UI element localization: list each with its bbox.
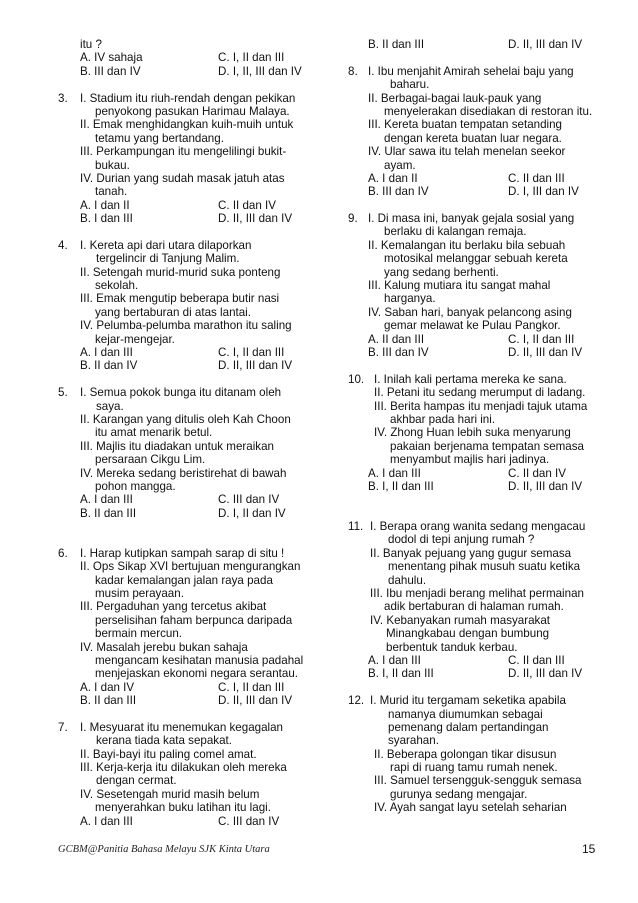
answer-option: C. II dan III [508,171,565,185]
answer-option: A. I dan III [368,466,421,480]
statement-line: sekolah. [95,279,139,293]
statement-line: IV. Kebanyakan rumah masyarakat [370,613,551,627]
statement-line: IV. Mereka sedang beristirehat di bawah [80,466,287,480]
answer-option: D. II, III dan IV [508,667,583,681]
statement-line: IV. Ayah sangat layu setelah seharian [374,801,567,815]
answer-option: C. III dan IV [218,493,280,507]
statement-line: perselisihan faham berpunca daripada [95,613,293,627]
statement-line: yang sedang berhenti. [384,265,499,279]
statement-line: I. Berapa orang wanita sedang mengacau [370,520,586,534]
statement-line: berlaku di kalangan remaja. [384,225,527,239]
answer-option: D. II, III dan IV [508,38,583,51]
answer-option: C. I, II dan III [508,332,575,346]
answer-options-row [58,51,316,64]
statement-line: III. Berita hampas itu menjadi tajuk utama [374,399,588,413]
statement-line: kerana tiada kata sepakat. [96,734,232,748]
statement-line: II. Emak menghidangkan kuih-muih untuk [80,118,294,132]
page-number: 15 [582,842,596,856]
statement-line: I. Ibu menjahit Amirah sehelai baju yang [368,64,574,78]
answer-options-row [58,493,316,506]
right-column [348,38,598,815]
question-number: 7. [58,720,68,734]
statement-line: I. Harap kutipkan sampah sarap di situ ! [80,546,285,560]
statement-line: penyokong pasukan Harimau Malaya. [95,104,290,118]
answer-option: C. II dan III [508,653,565,667]
statement-line: dahulu. [388,573,427,587]
answer-option: C. II dan IV [218,198,276,212]
statement-line: I. Mesyuarat itu menemukan kegagalan [80,720,284,734]
statement-line: IV. Masalah jerebu bukan sahaja [80,640,248,654]
footer-credit: GCBM@Panitia Bahasa Melayu SJK Kinta Utara [58,844,270,855]
statement-line: pemenang dalam pertandingan [388,720,549,734]
answer-options-row [348,480,598,493]
statement-line: tetamu yang bertandang. [95,131,224,145]
answer-option: C. I, II dan III [218,680,285,694]
answer-options-row [58,199,316,212]
statement-line: II. Petani itu sedang merumput di ladang. [374,386,586,400]
statement-line: gurunya sedang mengajar. [390,787,528,801]
answer-options-row [58,694,316,707]
answer-options-row [348,333,598,346]
answer-options-row [348,38,598,51]
answer-option: D. I, II, III dan IV [218,64,302,78]
answer-option: A. I dan III [80,814,133,828]
answer-option: B. II dan III [368,38,425,51]
statement-line: musim perayaan. [95,587,184,601]
answer-option: A. I dan IV [80,680,135,694]
question [348,520,598,681]
answer-options-row [58,346,316,359]
statement-line: III. Kereta buatan tempatan setanding [368,118,563,132]
statement-line: tanah. [95,185,128,199]
answer-options-row [58,65,316,78]
question-number: 11. [348,520,364,534]
question [348,373,598,494]
statement-line: mengancam kesihatan manusia padahal [95,653,304,667]
answer-options-row [58,507,316,520]
answer-option: C. I, II dan III [218,51,285,65]
answer-option: B. II dan IV [80,359,138,373]
statement-line: baharu. [390,78,430,92]
statement-line: tergelincir di Tanjung Malim. [96,252,240,266]
statement-line: II. Beberapa golongan tikar disusun [374,747,557,761]
statement-line: III. Majlis itu diadakan untuk meraikan [80,439,274,453]
statement-line: motosikal melanggar sebuah kereta [384,252,568,266]
question [348,38,598,51]
question-number: 3. [58,91,68,105]
answer-option: C. II dan IV [508,466,566,480]
statement-line: pohon mangga. [95,479,176,493]
statement-line: menyelerakan disediakan di restoran itu. [384,104,593,118]
statement-line: I. Stadium itu riuh-rendah dengan pekikan [80,91,296,105]
answer-option: D. I, III dan IV [508,185,579,199]
statement-line: II. Kemalangan itu berlaku bila sebuah [368,238,566,252]
statement-line: II. Bayi-bayi itu paling comel amat. [80,747,257,761]
statement-line: dengan kereta buatan luar negara. [384,131,562,145]
statement-line: Minangkabau dengan bumbung [386,627,550,641]
statement-line: bukau. [95,158,130,172]
answer-options-row [58,681,316,694]
statement-line: I. Di masa ini, banyak gejala sosial yang [368,212,575,226]
answer-options-row [348,172,598,185]
statement-line: dengan cermat. [96,774,177,788]
answer-option: A. I dan II [368,171,418,185]
question-number: 8. [348,64,358,78]
answer-options-row [348,185,598,198]
statement-line: rapi di ruang tamu rumah nenek. [390,761,558,775]
statement-line: III. Samuel tersengguk-sengguk semasa [374,774,582,788]
statement-line: I. Murid itu tergamam seketika apabila [370,694,566,708]
answer-options-row [58,212,316,225]
statement-line: II. Berbagai-bagai lauk-pauk yang [368,91,542,105]
answer-option: C. III dan IV [218,814,280,828]
answer-options-row [58,815,316,828]
statement-line: persaraan Cikgu Lim. [95,453,206,467]
statement-line: menjejaskan ekonomi negara serantau. [95,667,299,681]
statement-line: menyambut majlis hari jadinya. [390,453,550,467]
answer-option: C. I, II dan III [218,345,285,359]
statement-line: menentang pihak musuh suatu ketika [388,560,581,574]
answer-option: D. II, III dan IV [508,345,583,359]
answer-option: B. III dan IV [368,345,429,359]
question-number: 6. [58,546,68,560]
answer-option: B. I, II dan III [368,479,434,493]
question [58,721,316,828]
answer-option: A. I dan III [80,345,133,359]
question [58,239,316,373]
statement-line: II. Karangan yang ditulis oleh Kah Choon [80,412,291,426]
statement-line: IV. Saban hari, banyak pelancong asing [368,305,572,319]
answer-option: A. I dan III [368,653,421,667]
statement-line: II. Ops Sikap XVI bertujuan mengurangkan [80,560,301,574]
statement-line: akhbar pada hari ini. [390,412,496,426]
answer-option: D. II, III dan IV [508,479,583,493]
question [58,386,316,520]
answer-options-row [348,346,598,359]
question [58,547,316,708]
statement-line: menyerahkan buku latihan itu lagi. [95,801,271,815]
question [58,92,316,226]
answer-option: B. III dan IV [80,64,141,78]
statement-line: IV. Ular sawa itu telah menelan seekor [368,145,566,159]
statement-line: IV. Pelumba-pelumba marathon itu saling [80,319,292,333]
statement-line: III. Emak mengutip beberapa butir nasi [80,292,280,306]
statement-line: II. Banyak pejuang yang gugur semasa [370,546,572,560]
left-column [58,38,316,828]
statement-line: ayam. [384,158,416,172]
answer-option: B. I, II dan III [368,667,434,681]
question [348,212,598,359]
statement-line: II. Setengah murid-murid suka ponteng [80,265,281,279]
statement-line: IV. Sesetengah murid masih belum [80,787,260,801]
statement-line: gemar melawat ke Pulau Pangkor. [384,319,561,333]
statement-line: IV. Zhong Huan lebih suka menyarung [374,426,571,440]
statement-line: berbentuk tanduk kerbau. [386,640,518,654]
statement-line: III. Kerja-kerja itu dilakukan oleh mereka [80,761,287,775]
statement-line: III. Perkampungan itu mengelilingi bukit- [80,145,287,159]
statement-line: itu ? [80,38,102,51]
answer-option: D. II, III dan IV [218,212,293,226]
answer-option: B. III dan IV [368,185,429,199]
question-number: 10. [348,372,365,386]
statement-line: adik bertaburan di halaman rumah. [384,600,564,614]
statement-line: itu amat menarik betul. [95,426,213,440]
statement-line: dodol di tepi anjung rumah ? [388,533,535,547]
statement-line: yang bertaburan di atas lantai. [95,305,251,319]
answer-option: A. I dan II [80,198,130,212]
question-number: 5. [58,386,68,400]
answer-options-row [58,359,316,372]
statement-line: kadar kemalangan jalan raya pada [95,573,273,587]
question-number: 12. [348,694,365,708]
answer-option: A. I dan III [80,493,133,507]
statement-line: namanya diumumkan sebagai [388,707,543,721]
answer-option: B. I dan III [80,212,133,226]
answer-option: B. II dan III [80,694,137,708]
answer-option: B. II dan III [80,506,137,520]
question-number: 4. [58,238,68,252]
statement-line: pakaian berjenama tempatan semasa [390,439,584,453]
answer-options-row [348,654,598,667]
statement-line: III. Pergaduhan yang tercetus akibat [80,600,267,614]
statement-line: syarahan. [388,734,439,748]
statement-line: harganya. [384,292,436,306]
answer-options-row [348,667,598,680]
question [58,38,316,78]
statement-line: saya. [96,399,124,413]
statement-line: IV. Durian yang sudah masak jatuh atas [80,171,285,185]
statement-line: I. Kereta api dari utara dilaporkan [80,238,252,252]
question [348,694,598,815]
statement-line: I. Inilah kali pertama mereka ke sana. [374,372,567,386]
answer-option: A. IV sahaja [80,51,143,65]
statement-line: III. Kalung mutiara itu sangat mahal [368,279,551,293]
answer-option: D. II, III dan IV [218,694,293,708]
answer-options-row [348,467,598,480]
answer-option: D. II, III dan IV [218,359,293,373]
statement-line: kejar-mengejar. [95,332,175,346]
question-number: 9. [348,212,358,226]
answer-option: A. II dan III [368,332,425,346]
statement-line: bermain mercun. [95,627,182,641]
statement-line: I. Semua pokok bunga itu ditanam oleh [80,386,282,400]
statement-line: III. Ibu menjadi berang melihat permainan [370,587,584,601]
question [348,65,598,199]
answer-option: D. I, II dan IV [218,506,286,520]
